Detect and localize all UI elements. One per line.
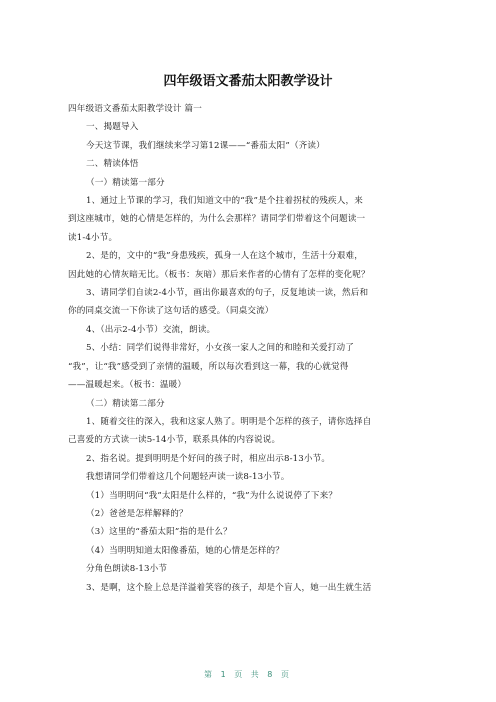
section-heading: 二、精读体悟 bbox=[86, 159, 139, 170]
paragraph-line: 2、是的，文中的“我”身患残疾，孤身一人在这个城市，生活十分艰难， bbox=[86, 251, 364, 262]
paragraph-line: 己喜爱的方式读一读5-14小节，联系具体的内容说说。 bbox=[68, 435, 281, 446]
paragraph-line: 我想请同学们带着这几个问题轻声读一读8-13小节。 bbox=[86, 472, 290, 483]
paragraph-line: 因此她的心情灰暗无比。（板书：灰暗）那后来作者的心情有了怎样的变化呢？ bbox=[68, 269, 370, 280]
question-item: （1）当明明问“我”太阳是什么样的，“我”为什么说说停了下来？ bbox=[86, 490, 338, 501]
question-item: （4）当明明知道太阳像番茄，她的心情是怎样的？ bbox=[86, 545, 284, 556]
document-title: 四年级语文番茄太阳教学设计 bbox=[163, 74, 333, 89]
paragraph-line: “我”，让“我”感受到了亲情的温暖，所以每次看到这一幕，我的心就觉得 bbox=[68, 361, 349, 372]
paragraph-line: 读1-4小节。 bbox=[68, 232, 118, 243]
paragraph-line: 今天这节课，我们继续来学习第12课——“番茄太阳”（齐读） bbox=[86, 140, 325, 151]
paragraph-line: 3、请同学们自读2-4小节，画出你最喜欢的句子，反复地读一读，然后和 bbox=[86, 288, 369, 299]
question-item: （3）这里的“番茄太阳”指的是什么？ bbox=[86, 527, 232, 538]
question-item: （2）爸爸是怎样解释的？ bbox=[86, 508, 188, 519]
paragraph-line: 四年级语文番茄太阳教学设计 篇一 bbox=[68, 104, 203, 114]
paragraph-line: 3、是啊，这个脸上总是洋溢着笑容的孩子，却是个盲人，她一出生就生活 bbox=[86, 582, 372, 593]
document-body bbox=[68, 100, 429, 597]
subsection-heading: （一）精读第一部分 bbox=[86, 177, 165, 188]
section-heading: 一、揭题导入 bbox=[86, 122, 139, 133]
paragraph-line: ——温暖起来。（板书：温暖） bbox=[68, 380, 187, 391]
paragraph-line: 4、（出示2-4小节）交流，朗读。 bbox=[86, 324, 216, 335]
paragraph-line: 分角色朗读8-13小节 bbox=[86, 564, 168, 575]
paragraph-line: 1、随着交往的深入，我和这家人熟了。明明是个怎样的孩子，请你选择自 bbox=[86, 416, 372, 427]
paragraph-line: 到这座城市，她的心情是怎样的，为什么会那样？请同学们带着这个问题读一 bbox=[68, 214, 366, 225]
paragraph-line: 你的同桌交流一下你读了这句话的感受。（同桌交流） bbox=[68, 306, 274, 317]
page-number-footer: 第 1 页 共 8 页 bbox=[204, 670, 292, 679]
subsection-heading: （二）精读第二部分 bbox=[86, 398, 165, 409]
paragraph-line: 2、指名说。提到明明是个好问的孩子时，相应出示8-13小节。 bbox=[86, 453, 331, 464]
paragraph-line: 1、通过上节课的学习，我们知道文中的“我”是个拄着拐杖的残疾人，来 bbox=[86, 196, 364, 207]
paragraph-line: 5、小结：同学们说得非常好，小女孩一家人之间的和睦和关爱打动了 bbox=[86, 343, 354, 354]
